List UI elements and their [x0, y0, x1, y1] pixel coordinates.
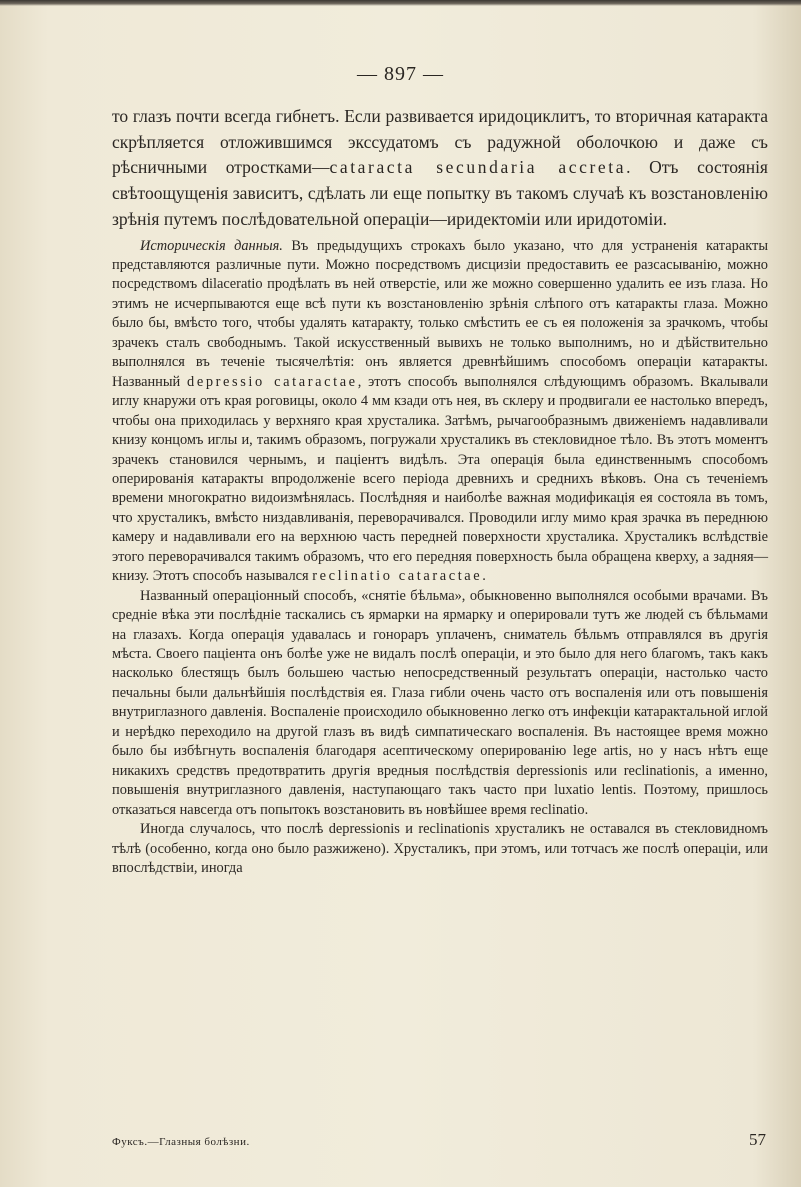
paragraph-3: Названный операціонный способъ, «снятіе бѣльма», обыкновенно выполнялся особыми врачами. Въ средніе вѣка эти послѣдніе таскались съ ярмарки на ярмарку и оперировали тутъ же людей съ бѣльмами на глазахъ. Когда операція удавалась и гонораръ уплаченъ, сниматель бѣльмъ отправлялся въ другія мѣста. Своего паціента онъ болѣе уже не видалъ послѣ операціи, и это было для него благомъ, такъ какъ насколько блестящъ былъ большею частью непосредственный результатъ операціи, настолько часто печальны были дальнѣйшія послѣдствія ея. Глаза гибли очень часто отъ воспаленія или отъ повышенія внутриглазного давленія. Воспаленіе происходило обыкновенно легко отъ инфекціи катарактальной иглой и нерѣдко переходило на другой глазъ въ видѣ симпатическаго воспаленія. Въ настоящее время можно было бы избѣгнуть воспаленія благодаря асептическому оперированію lege artis, но у насъ нѣтъ еще никакихъ средствъ предотвратить другія вредныя послѣдствія depressionis или reclinationis, а именно, повышенія внутриглазного давленія, наступающаго такъ часто при luxatio lentis. Поэтому, пришлось отказаться навсегда отъ попытокъ возстановить въ новѣйшее время reclinatio.: [112, 587, 768, 818]
page-number: — 897 —: [357, 63, 444, 85]
footer-running-title: Фуксъ.—Глазныя болѣзни.: [112, 1136, 250, 1148]
paragraph-2-spaced-term-1: depressio cataractae: [187, 373, 358, 390]
paragraph-1: [112, 104, 768, 233]
body-text: [112, 104, 768, 878]
footer-signature-number: 57: [749, 1130, 766, 1149]
paragraph-2-text-c: .: [482, 568, 486, 585]
paragraph-2-text-b: , этотъ способъ выполнялся слѣдующимъ образомъ. Вкалывали иглу кнаружи отъ края роговицы, около 4 мм кзади отъ нея, въ склеру и продвигали ее настолько впередъ, чтобы она приходилась у верхняго края хрусталика. Затѣмъ, рычагообразнымъ движеніемъ надавливали книзу концомъ иглы и, такимъ образомъ, погружали хрусталикъ въ стекловидное тѣло. Въ этотъ моментъ зрачекъ становился чернымъ, и паціентъ видѣлъ. Эта операція была единственнымъ способомъ оперированія катаракты впродолженіе всего періода древнихъ и среднихъ вѣковъ. Она съ теченіемъ времени многократно видоизмѣнялась. Послѣдняя и наиболѣе важная модификація ея состояла въ томъ, что хрусталикъ, вмѣсто низдавливанія, переворачивался. Проводили иглу мимо края зрачка въ переднюю камеру и надавливали его на верхнюю часть передней поверхности хрусталика. Хрусталикъ вслѣдствіе этого переворачивался такимъ образомъ, что его передняя поверхность была обращена кверху, а задняя—книзу. Этотъ способъ назывался: [112, 373, 769, 585]
paragraph-2-spaced-term-2: reclinatio cataractae: [312, 568, 483, 585]
paragraph-1-text-b: . Отъ состоянія свѣтоощущенія зависитъ, сдѣлать ли еще попытку въ такомъ случаѣ къ возстановленію зрѣнія путемъ послѣдовательной операціи—иридектоміи или иридотоміи.: [112, 157, 768, 229]
paragraph-2: [112, 237, 768, 587]
top-edge-shadow: [0, 0, 801, 6]
paragraph-1-spaced-term: cataracta secundaria accreta: [329, 157, 627, 178]
paragraph-4: Иногда случалось, что послѣ depressionis и reclinationis хрусталикъ не оставался въ стекловидномъ тѣлѣ (особенно, когда оно было разжижено). Хрусталикъ, при этомъ, или тотчасъ же послѣ операціи, или впослѣдствіи, иногда: [112, 821, 768, 877]
section-heading-italic: Историческія данныя.: [140, 237, 283, 254]
page-footer: [112, 1130, 768, 1154]
paragraph-2-text-a: Въ предыдущихъ строкахъ было указано, что для устраненія катаракты представляются различные пути. Можно посредствомъ дисцизіи предоставить ее разсасыванію, можно посредствомъ dilaceratio продѣлать въ ней отверстіе, или же можно совершенно удалить ее изъ глаза. Но этимъ не исчерпываются еще всѣ пути къ возстановленію зрѣнія слѣпого отъ катаракты глаза. Можно было бы, вмѣсто того, чтобы удалять катаракту, только смѣстить ее съ ея положенія за зрачкомъ, чтобы зрачекъ сталъ свободнымъ. Такой искусственный вывихъ не только выполнимъ, но и дѣйствительно выполнялся въ теченіе тысячелѣтія: онъ является древнѣйшимъ способомъ операціи катаракты. Названный: [112, 237, 768, 390]
paragraph-1-text-a: то глазъ почти всегда гибнетъ. Если развивается иридоциклитъ, то вторичная катаракта скрѣпляется отложившимся экссудатомъ съ радужной оболочкою и даже съ рѣсничными отростками—: [112, 106, 768, 178]
